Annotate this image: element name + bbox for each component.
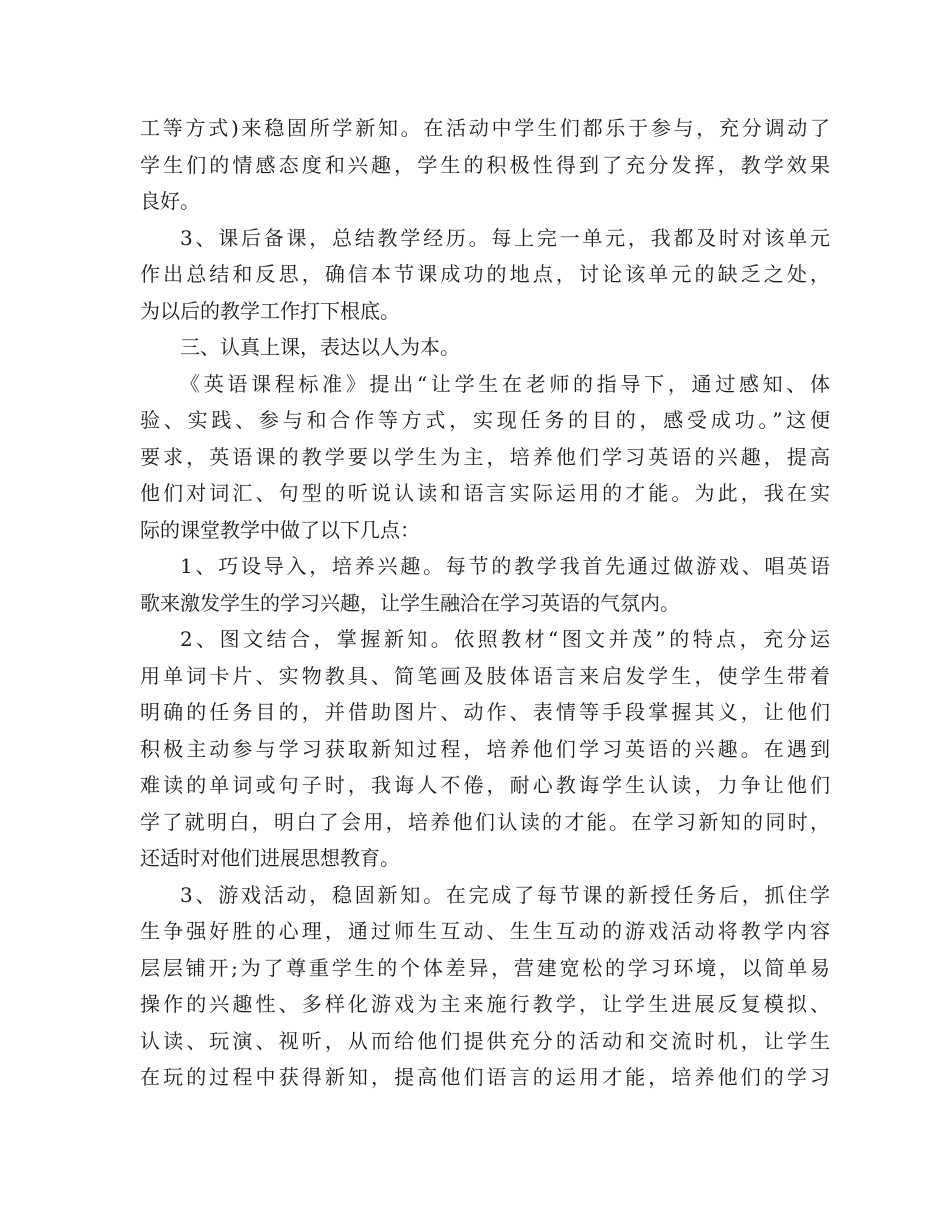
text-line: 际的课堂教学中做了以下几点： xyxy=(140,517,420,542)
text-line: 要求，英语课的教学要以学生为主，培养他们学习英语的兴趣，提高 xyxy=(140,444,830,469)
text-line: 为以后的教学工作打下根底。 xyxy=(140,298,400,323)
text-line: 验、实践、参与和合作等方式，实现任务的目的，感受成功。”这便 xyxy=(140,408,830,432)
text-line: 歌来激发学生的学习兴趣，让学生融洽在学习英语的气氛内。 xyxy=(140,590,680,615)
text-line: 还适时对他们进展思想教育。 xyxy=(140,846,400,870)
text-line: 学了就明白，明白了会用，培养他们认读的才能。在学习新知的同时， xyxy=(140,809,830,834)
text-line: 3、游戏活动，稳固新知。在完成了每节课的新授任务后，抓住学 xyxy=(180,882,830,907)
text-line: 难读的单词或句子时，我诲人不倦，耐心教诲学生认读，力争让他们 xyxy=(140,773,830,797)
text-line: 3、课后备课，总结教学经历。每上完一单元，我都及时对该单元 xyxy=(180,225,830,250)
text-line: 积极主动参与学习获取新知过程，培养他们学习英语的兴趣。在遇到 xyxy=(140,736,830,761)
text-line: 生争强好胜的心理，通过师生互动、生生互动的游戏活动将教学内容 xyxy=(140,919,830,943)
document-body xyxy=(140,110,830,1096)
text-line: 作出总结和反思，确信本节课成功的地点，讨论该单元的缺乏之处， xyxy=(140,262,830,286)
text-line: 2、图文结合，掌握新知。依照教材“图文并茂”的特点，充分运 xyxy=(180,627,830,651)
text-line: 层层铺开;为了尊重学生的个体差异，营建宽松的学习环境，以简单易 xyxy=(140,955,830,980)
text-line: 操作的兴趣性、多样化游戏为主来施行教学，让学生进展反复模拟、 xyxy=(140,992,830,1016)
text-line: 在玩的过程中获得新知，提高他们语言的运用才能，培养他们的学习 xyxy=(140,1065,830,1089)
text-line: 学生们的情感态度和兴趣，学生的积极性得到了充分发挥，教学效果 xyxy=(140,152,830,177)
text-line: 他们对词汇、句型的听说认读和语言实际运用的才能。为此，我在实 xyxy=(140,481,830,505)
section-heading: 三、认真上课，表达以人为本。 xyxy=(180,335,460,359)
text-line: 认读、玩演、视听，从而给他们提供充分的活动和交流时机，让学生 xyxy=(140,1028,830,1053)
text-line: 良好。 xyxy=(140,189,200,213)
text-line: 工等方式)来稳固所学新知。在活动中学生们都乐于参与，充分调动了 xyxy=(140,116,830,140)
text-line: 《英语课程标准》提出“让学生在老师的指导下，通过感知、体 xyxy=(180,371,830,396)
text-line: 用单词卡片、实物教具、简笔画及肢体语言来启发学生，使学生带着 xyxy=(140,663,830,688)
text-line: 明确的任务目的，并借助图片、动作、表情等手段掌握其义，让他们 xyxy=(140,700,830,724)
text-line: 1、巧设导入，培养兴趣。每节的教学我首先通过做游戏、唱英语 xyxy=(180,554,830,578)
